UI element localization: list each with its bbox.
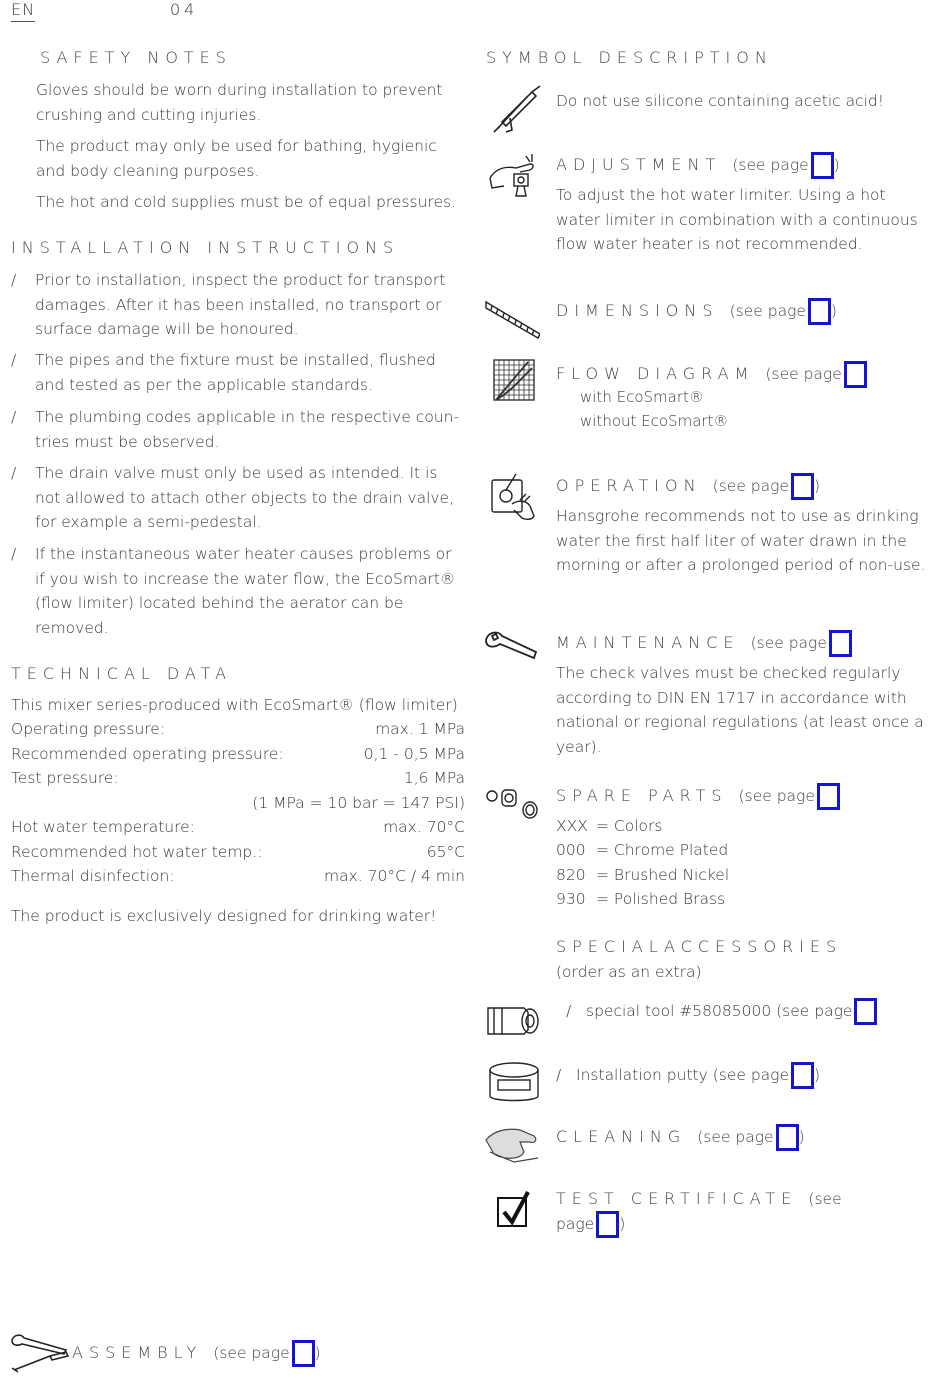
close-paren: ) (798, 1128, 805, 1146)
spec-label: Operating pressure: (11, 720, 166, 738)
spec-value: 65°C (426, 843, 465, 861)
safety-title: SAFETY NOTES (40, 48, 232, 67)
spec-row (11, 864, 465, 889)
page-ref-box (776, 1124, 799, 1151)
dimensions-title: DIMENSIONS (556, 301, 719, 320)
see-page-text: (see page (738, 787, 815, 805)
spare-code: XXX (556, 817, 588, 835)
spare-desc: = Brushed Nickel (596, 866, 730, 884)
page-ref-box (791, 473, 814, 500)
adjustment-text: To adjust the hot water limiter. Using a hot water limiter in combination with a continuous flow water heater is not recommended. (556, 186, 918, 253)
list-item-text: The plumbing codes applicable in the respective coun-tries must be observed. (35, 408, 460, 451)
bullet: / (11, 464, 17, 482)
adjustment-title: ADJUSTMENT (556, 155, 722, 174)
technical-note: The product is exclusively designed for drinking water! (11, 907, 437, 925)
tool-text: special tool #58085000 (see page (586, 1002, 853, 1020)
adjustment-heading (556, 152, 840, 179)
cleaning-heading (556, 1124, 805, 1151)
cleaning-hand-icon (484, 1118, 540, 1164)
page-ref-box (811, 152, 834, 179)
cleaning-title: CLEANING (556, 1127, 687, 1146)
page-ref-box (817, 783, 840, 810)
operation-heading (556, 473, 820, 500)
list-item (11, 348, 471, 398)
spare-code: 930 (556, 890, 586, 908)
bullet: / (566, 1002, 572, 1020)
see-page-text: (see page (729, 302, 806, 320)
spare-code-row (556, 863, 856, 887)
technical-title: TECHNICAL DATA (11, 664, 233, 683)
spec-value: max. 70°C (383, 818, 465, 836)
spare-desc: = Polished Brass (596, 890, 726, 908)
safety-item: Gloves should be worn during installation to prevent crushing and cutting injuries. (36, 81, 443, 124)
list-item-text: Prior to installation, inspect the product for transport damages. After it has been installed, no transport or surface damage will be honoured. (35, 271, 446, 338)
certificate-heading (556, 1187, 856, 1212)
flow-without-label: without EcoSmart® (580, 412, 729, 430)
wrench-icon (484, 626, 540, 682)
page-ref-box (808, 298, 831, 325)
close-paren: ) (619, 1215, 626, 1233)
flow-heading (556, 361, 867, 388)
technical-intro: This mixer series-produced with EcoSmart® (flow limiter) (11, 696, 458, 714)
spec-label: Test pressure: (11, 769, 119, 787)
page-ref-box (791, 1062, 814, 1089)
special-tool-icon (484, 994, 540, 1040)
silicone-gun-icon (488, 82, 544, 138)
checkbox-icon (494, 1190, 534, 1230)
ruler-icon (484, 294, 540, 350)
see-page-text: (see page (697, 1128, 774, 1146)
page-number: 04 (170, 0, 199, 19)
page-ref-box (854, 998, 877, 1025)
flow-title: FLOW DIAGRAM (556, 364, 755, 383)
spec-label: Recommended operating pressure: (11, 745, 284, 763)
dimensions-heading (556, 298, 837, 325)
close-paren: ) (314, 1344, 321, 1362)
maintenance-text: The check valves must be checked regularly according to DIN EN 1717 in accordance with national or regional regulations (at least once a year). (556, 664, 924, 756)
maintenance-title: MAINTENANCE (556, 633, 740, 652)
see-page-text: (see page (765, 365, 842, 383)
flow-diagram-icon (492, 358, 536, 402)
list-item (11, 461, 471, 536)
page-ref-box (292, 1340, 315, 1367)
page-text: page (556, 1215, 595, 1233)
page-ref-box (829, 630, 852, 657)
language-label: EN (11, 0, 35, 22)
spec-value: max. 1 MPa (375, 720, 465, 738)
see-text: (see (808, 1190, 842, 1208)
maintenance-heading (556, 630, 852, 657)
spare-heading (556, 783, 840, 810)
silicone-note: Do not use silicone containing acetic acid! (556, 92, 884, 110)
list-item-text: The drain valve must only be used as intended. It is not allowed to attach other objects to the drain valve, for example a semi-pedestal. (35, 464, 455, 531)
bullet: / (11, 271, 17, 289)
accessories-subtitle: (order as an extra) (556, 963, 702, 981)
spare-code-row (556, 838, 856, 862)
putty-text: Installation putty (see page (576, 1066, 790, 1084)
spare-code: 820 (556, 866, 586, 884)
spec-row (11, 742, 465, 767)
bullet: / (11, 545, 17, 563)
list-item (11, 268, 471, 343)
bullet: / (11, 408, 17, 426)
spec-label: Thermal disinfection: (11, 867, 175, 885)
list-item-text: The pipes and the fixture must be installed, flushed and tested as per the applicable standards. (35, 351, 436, 394)
page-ref-box (596, 1211, 619, 1238)
certificate-title: TEST CERTIFICATE (556, 1189, 798, 1208)
spec-value: 0,1 - 0,5 MPa (363, 745, 465, 763)
see-page-text: (see page (750, 634, 827, 652)
spare-code-row (556, 887, 856, 911)
spare-title: SPARE PARTS (556, 786, 728, 805)
adjust-hand-icon (486, 148, 542, 204)
spec-value: max. 70°C / 4 min (323, 867, 465, 885)
hand-lever-icon (486, 470, 542, 526)
spare-parts-icon (484, 780, 540, 824)
spec-row (11, 840, 465, 865)
spec-row (11, 766, 465, 791)
close-paren: ) (833, 156, 840, 174)
accessories-title: SPECIALACCESSORIES (556, 937, 843, 956)
spec-label: Hot water temperature: (11, 818, 195, 836)
putty-can-icon (486, 1058, 542, 1106)
installation-title: INSTALLATION INSTRUCTIONS (11, 238, 400, 257)
assembly-title: ASSEMBLY (72, 1343, 203, 1362)
spec-row (11, 815, 465, 840)
spec-row (11, 717, 465, 742)
close-paren: ) (814, 1066, 821, 1084)
spare-desc: = Colors (596, 817, 663, 835)
flow-with-label: with EcoSmart® (580, 388, 704, 406)
safety-item: The product may only be used for bathing, hygienic and body cleaning purposes. (36, 137, 437, 180)
operation-title: OPERATION (556, 476, 702, 495)
list-item (11, 405, 471, 455)
safety-item: The hot and cold supplies must be of equal pressures. (36, 193, 457, 211)
tool-item (566, 998, 877, 1025)
spare-code-row (556, 814, 856, 838)
list-item-text: If the instantaneous water heater causes problems or if you wish to increase the water flow, the EcoSmart® (flow limiter) located behind the aerator can be removed. (35, 545, 456, 637)
see-page-text: (see page (213, 1344, 290, 1362)
page-ref-box (844, 361, 867, 388)
tools-icon (10, 1330, 70, 1374)
assembly-heading (72, 1340, 321, 1367)
symbols-title: SYMBOL DESCRIPTION (486, 48, 773, 67)
certificate-page (556, 1211, 625, 1238)
bullet: / (11, 351, 17, 369)
spare-desc: = Chrome Plated (596, 841, 729, 859)
spec-label: Recommended hot water temp.: (11, 843, 263, 861)
close-paren: ) (813, 477, 821, 495)
spec-row (11, 791, 465, 816)
see-page-text: (see page (732, 156, 809, 174)
spare-code: 000 (556, 841, 586, 859)
see-page-text: (see page (712, 477, 789, 495)
bullet: / (556, 1066, 562, 1084)
spec-value: 1,6 MPa (403, 769, 465, 787)
operation-text: Hansgrohe recommends not to use as drinking water the first half liter of water drawn in the morning or after a prolonged period of non-use. (556, 507, 926, 574)
list-item (11, 542, 471, 642)
spec-value: (1 MPa = 10 bar = 147 PSI) (252, 794, 465, 812)
close-paren: ) (830, 302, 837, 320)
putty-item (556, 1062, 820, 1089)
